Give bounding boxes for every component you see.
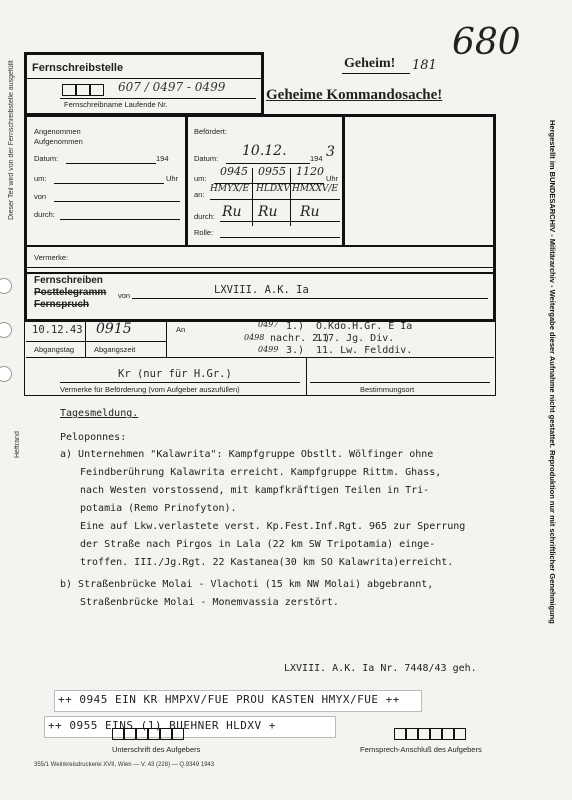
phone-box-cell [394, 728, 406, 740]
type-fernschreiben: Fernschreiben [34, 275, 103, 286]
dispatch-vermerke: Kr (nur für H.Gr.) [118, 368, 232, 380]
forwarded-um-label: um: [194, 174, 207, 183]
left-margin-note: Dieser Teil wird von der Fernschreibstelle ausgefüllt [8, 60, 15, 220]
forwarded-durch-3: Ru [300, 204, 320, 220]
forwarded-durch-2: Ru [258, 204, 278, 220]
serial-box [62, 84, 76, 96]
forwarded-time-3: 1120 [296, 165, 324, 178]
recipient-serial-2: 0498 [244, 333, 265, 342]
recipient-name-2: 117. Jg. Div. [316, 333, 395, 344]
handwritten-ref: 181 [412, 58, 437, 73]
message-line: b) Straßenbrücke Molai - Vlachoti (15 km NW Molai) abgebrannt, [60, 579, 434, 590]
message-line: troffen. III./Jg.Rgt. 22 Kastanea(30 km SO Kalawrita)erreicht. [80, 557, 454, 568]
message-line: nach Westen vorstossend, mit kampfkräftigen Teilen in Tri- [80, 485, 430, 496]
archive-stamp: Hergestellt im BUNDESARCHIV - Militärarchiv - Weitergabe dieser Aufnahme nicht gestattet. Reproduktion nur mit schriftlicher Genehmigung [548, 120, 557, 624]
serial-number: 607 / 0497 - 0499 [118, 80, 226, 94]
type-von-label: von [118, 291, 131, 300]
phone-label: Fernsprech-Anschluß des Aufgebers [360, 745, 482, 754]
received-label-2: Aufgenommen [34, 137, 83, 146]
recipient-serial-3: 0499 [258, 345, 279, 354]
forwarded-uhr-label: Uhr [326, 174, 339, 183]
forwarded-year: 194 [310, 154, 323, 163]
dispatch-vermerke-label: Vermerke für Beförderung (vom Aufgeber auszufüllen) [60, 385, 240, 394]
strip-text-1: ++ 0945 EIN KR HMPXV/FUE PROU KASTEN HMYX/FUE ++ [58, 693, 400, 706]
received-year: 194 [156, 154, 169, 163]
forwarded-an-label: an: [194, 190, 205, 199]
forwarded-durch-1: Ru [222, 204, 242, 220]
recipient-serial-1: 0497 [258, 320, 279, 329]
forwarded-durch-label: durch: [194, 212, 215, 221]
forwarded-time-1: 0945 [220, 165, 248, 178]
serial-label: Fernschreibname Laufende Nr. [64, 100, 168, 109]
recipient-no-3: 3.) [286, 345, 305, 356]
dispatch-time: 0915 [96, 321, 132, 337]
message-signature: LXVIII. A.K. Ia Nr. 7448/43 geh. [284, 663, 477, 674]
secret-mark: Geheim! [344, 56, 396, 71]
message-line: Straßenbrücke Molai - Monemvassia zerstört. [80, 597, 339, 608]
message-line: Feindberührung Kalawrita erreicht. Kampfgruppe Rittm. Ghass, [80, 467, 442, 478]
strip-text-2: ++ 0955 EINS (1) BUEHNER HLDXV + [48, 719, 276, 732]
received-von-label: von [34, 192, 47, 201]
recipient-name-1: O.Kdo.H.Gr. E Ia [316, 321, 413, 332]
bestimmungsort-label: Bestimmungsort [360, 385, 415, 394]
received-uhr-label: Uhr [166, 174, 179, 183]
forwarded-year-digit: 3 [326, 144, 335, 160]
recipient-name-3: 11. Lw. Felddiv. [316, 345, 413, 356]
message-line: potamia (Remo Prinofyton). [80, 503, 237, 514]
header-title: Fernschreibstelle [32, 62, 124, 74]
vermerke-label: Vermerke: [34, 253, 69, 262]
heftrand-label: Heftrand [14, 431, 21, 458]
message-line: Eine auf Lkw.verlastete verst. Kp.Fest.Inf.Rgt. 965 zur Sperrung [80, 521, 466, 532]
received-um-label: um: [34, 174, 47, 183]
message-line: der Straße nach Pirgos in Lala (22 km SW Tripotamia) einge- [80, 539, 436, 550]
sig-box-cell [112, 728, 124, 740]
type-posttelegramm: Posttelegramm [34, 287, 107, 298]
dispatch-date: 10.12.43 [32, 324, 83, 336]
forwarded-an-3: HMXXV/E [292, 184, 338, 194]
message-region: Peloponnes: [60, 432, 127, 443]
received-durch-label: durch: [34, 210, 55, 219]
command-matter: Geheime Kommandosache! [266, 87, 443, 103]
forwarded-date: 10.12. [242, 143, 287, 159]
received-datum-label: Datum: [34, 154, 59, 163]
received-label-1: Angenommen [34, 127, 81, 136]
dispatch-date-label: Abgangstag [34, 345, 75, 354]
dispatch-time-label: Abgangszeit [94, 345, 136, 354]
message-line: a) Unternehmen "Kalawrita": Kampfgruppe Obstlt. Wölfinger ohne [60, 449, 434, 460]
printer-line: 355/1 Weinkreisdruckerei XVII, Wien — V. 43 (228) — Q.9349 1943 [34, 762, 215, 768]
forwarded-label: Befördert: [194, 127, 227, 136]
forwarded-rolle-label: Rolle: [194, 228, 214, 237]
page-number: 680 [452, 22, 521, 63]
dispatch-an-label: An [176, 325, 186, 334]
forwarded-an-1: HMYX/E [210, 184, 250, 194]
forwarded-time-2: 0955 [258, 165, 286, 178]
forwarded-an-2: HLDXV [256, 184, 290, 194]
recipient-no-1: 1.) [286, 321, 305, 332]
message-heading: Tagesmeldung. [60, 408, 139, 419]
forwarded-datum-label: Datum: [194, 154, 219, 163]
sig-label: Unterschrift des Aufgebers [112, 745, 201, 754]
recipient-no-2: nachr. 2.) [270, 333, 331, 344]
type-fernspruch: Fernspruch [34, 299, 90, 310]
sender: LXVIII. A.K. Ia [214, 284, 309, 296]
